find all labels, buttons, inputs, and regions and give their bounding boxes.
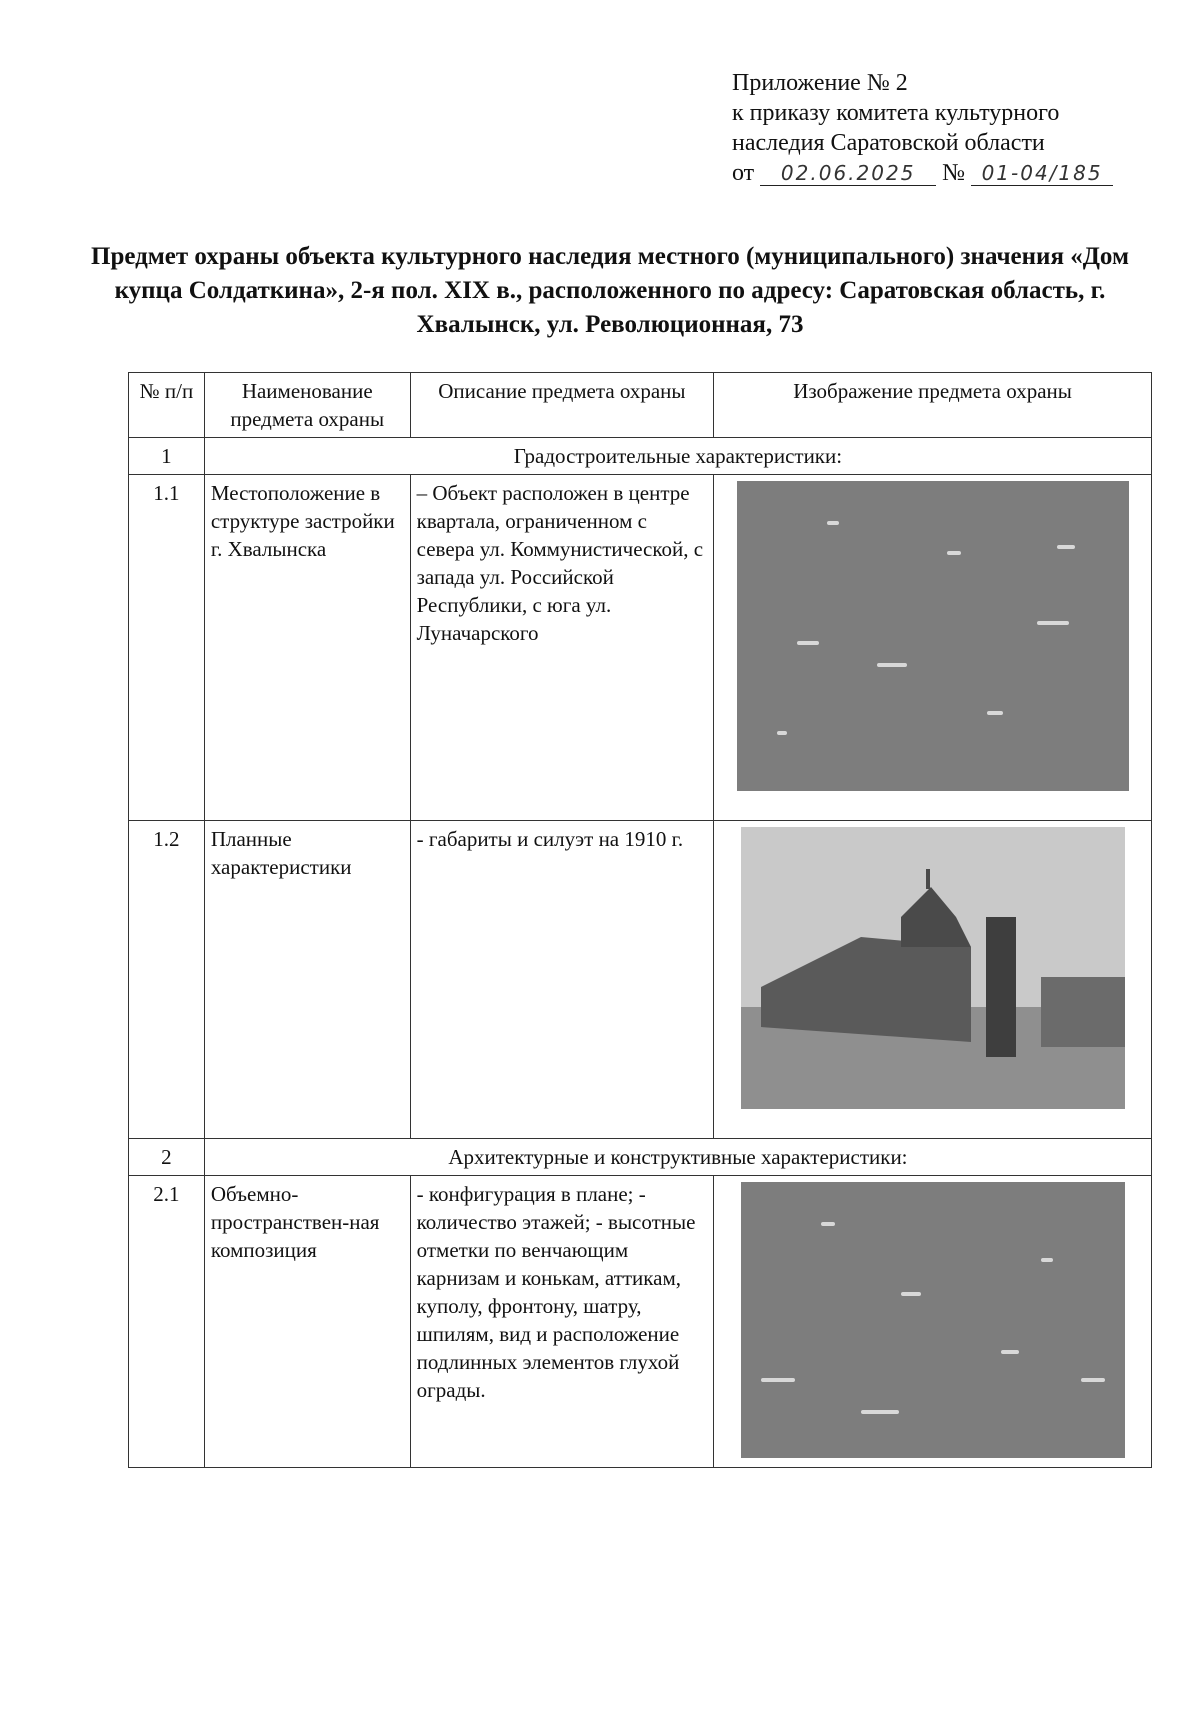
row-description: - габариты и силуэт на 1910 г. (410, 821, 713, 1139)
order-number: 01-04/185 (971, 161, 1113, 186)
volume-composition-image (741, 1182, 1125, 1458)
row-name: Планные характеристики (204, 821, 410, 1139)
protection-table (128, 372, 1152, 1468)
row-image-cell (714, 475, 1152, 821)
order-date: 02.06.2025 (760, 161, 936, 186)
location-map-image (737, 481, 1129, 791)
appendix-line-2: к приказу комитета культурного (732, 100, 1060, 126)
table-header-row (129, 373, 1152, 438)
section-row-1 (129, 438, 1152, 475)
document-title: Предмет охраны объекта культурного наследия местного (муниципального) значения «Дом купца Солдаткина», 2-я пол. XIX в., расположенного по адресу: Саратовская область, г. Хвалынск, ул. Революционная, 73 (91, 243, 1129, 338)
header-number: № п/п (129, 373, 205, 438)
row-image-cell (714, 821, 1152, 1139)
row-description: – Объект расположен в центре квартала, ограниченном с севера ул. Коммунистической, с запада ул. Российской Республики, с юга ул. Луначарского (410, 475, 713, 821)
from-label: от (732, 160, 755, 186)
header-description: Описание предмета охраны (410, 373, 713, 438)
row-number: 1.2 (129, 821, 205, 1139)
row-name: Местоположение в структуре застройки г. Хвалынска (204, 475, 410, 821)
row-description: - конфигурация в плане; - количество этажей; - высотные отметки по венчающим карнизам и конькам, аттикам, куполу, фронтону, шатру, шпилям, вид и расположение подлинных элементов глухой ограды. (410, 1176, 713, 1468)
table-row (129, 1176, 1152, 1468)
header-image: Изображение предмета охраны (714, 373, 1152, 438)
appendix-order-line (732, 158, 1113, 188)
table-row (129, 821, 1152, 1139)
section-title: Архитектурные и конструктивные характеристики: (204, 1139, 1151, 1176)
building-photo-image (741, 827, 1125, 1109)
row-name: Объемно-пространствен-ная композиция (204, 1176, 410, 1468)
appendix-line-3: наследия Саратовской области (732, 130, 1045, 156)
appendix-line-1: Приложение № 2 (732, 70, 908, 96)
number-label: № (942, 160, 966, 186)
appendix-header (732, 68, 1113, 188)
section-title: Градостроительные характеристики: (204, 438, 1151, 475)
section-row-2 (129, 1139, 1152, 1176)
row-image-cell (714, 1176, 1152, 1468)
header-name: Наименование предмета охраны (204, 373, 410, 438)
section-number: 2 (129, 1139, 205, 1176)
table-row (129, 475, 1152, 821)
row-number: 2.1 (129, 1176, 205, 1468)
section-number: 1 (129, 438, 205, 475)
row-number: 1.1 (129, 475, 205, 821)
